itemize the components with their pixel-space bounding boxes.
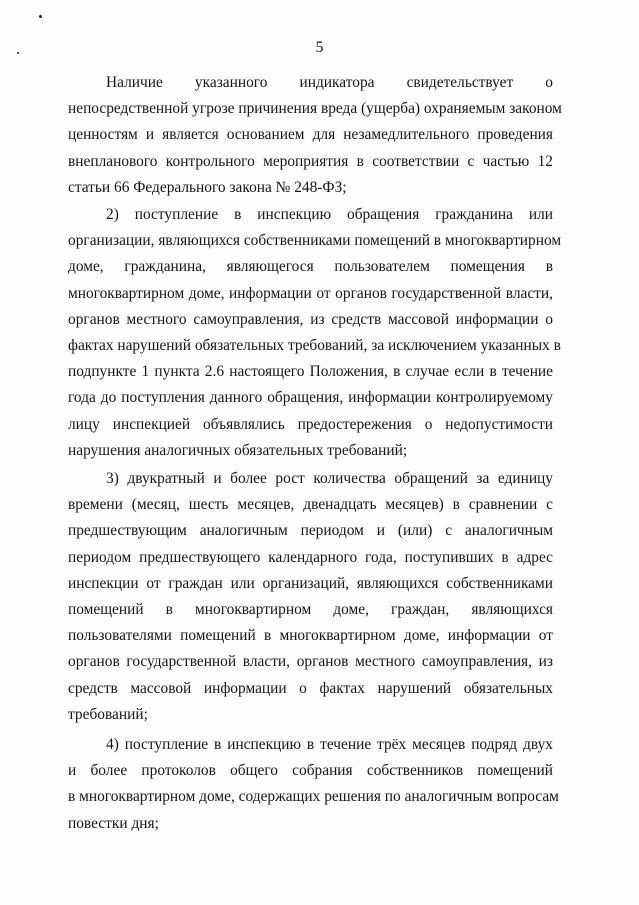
text-line: и более протоколов общего собрания собственников помещений — [68, 762, 553, 780]
paragraph — [68, 70, 562, 201]
text-line: времени (месяц, шесть месяцев, двенадцать месяцев) в сравнении с — [68, 496, 553, 514]
text-line: организации, являющихся собственниками помещений в многоквартирном — [68, 232, 562, 250]
paragraph — [68, 466, 553, 728]
scan-speck — [39, 15, 42, 18]
text-line: пользователями помещений в многоквартирном доме, информации от — [68, 627, 553, 645]
text-line: нарушения аналогичных обязательных требований; — [68, 441, 408, 459]
text-line: Наличие указанного индикатора свидетельствует о — [106, 74, 553, 91]
text-line: статьи 66 Федерального закона № 248-ФЗ; — [68, 178, 347, 196]
text-line: периодом предшествующего календарного года, поступивших в адрес — [68, 548, 553, 566]
paragraph — [68, 732, 559, 837]
text-line: повестки дня; — [68, 814, 159, 832]
text-line: средств массовой информации о фактах нарушений обязательных — [68, 679, 553, 697]
text-line: 3) двукратный и более рост количества обращений за единицу — [106, 470, 553, 487]
text-line: инспекции от граждан или организаций, являющихся собственниками — [68, 574, 553, 592]
text-line: подпункте 1 пункта 2.6 настоящего Положения, в случае если в течение — [68, 363, 553, 381]
paragraph — [68, 202, 562, 464]
text-line: многоквартирном доме, информации от органов государственной власти, — [68, 284, 553, 302]
text-line: помещений в многоквартирном доме, граждан, являющихся — [68, 600, 553, 618]
text-line: 4) поступление в инспекцию в течение трёх месяцев подряд двух — [106, 736, 553, 753]
text-line: требований; — [68, 705, 148, 723]
text-line: фактах нарушений обязательных требований, за исключением указанных в — [68, 336, 561, 354]
text-line: непосредственной угрозе причинения вреда (ущерба) охраняемым законом — [68, 100, 562, 118]
text-line: органов местного самоуправления, из средств массовой информации о — [68, 310, 553, 328]
text-line: внепланового контрольного мероприятия в соответствии с частью 12 — [68, 152, 553, 170]
page-number: 5 — [315, 39, 324, 56]
text-line: 2) поступление в инспекцию обращения гражданина или — [106, 206, 553, 223]
text-line: органов государственной власти, органов местного самоуправления, из — [68, 653, 553, 671]
text-line: лицу инспекцией объявлялись предостережения о недопустимости — [68, 415, 553, 433]
text-line: года до поступления данного обращения, информации контролируемому — [68, 389, 553, 407]
text-line: ценностям и является основанием для незамедлительного проведения — [68, 126, 553, 144]
text-line: в многоквартирном доме, содержащих решения по аналогичным вопросам — [68, 788, 559, 806]
text-line: предшествующим аналогичным периодом и (или) с аналогичным — [68, 522, 553, 540]
text-line: доме, гражданина, являющегося пользователем помещения в — [68, 258, 553, 276]
